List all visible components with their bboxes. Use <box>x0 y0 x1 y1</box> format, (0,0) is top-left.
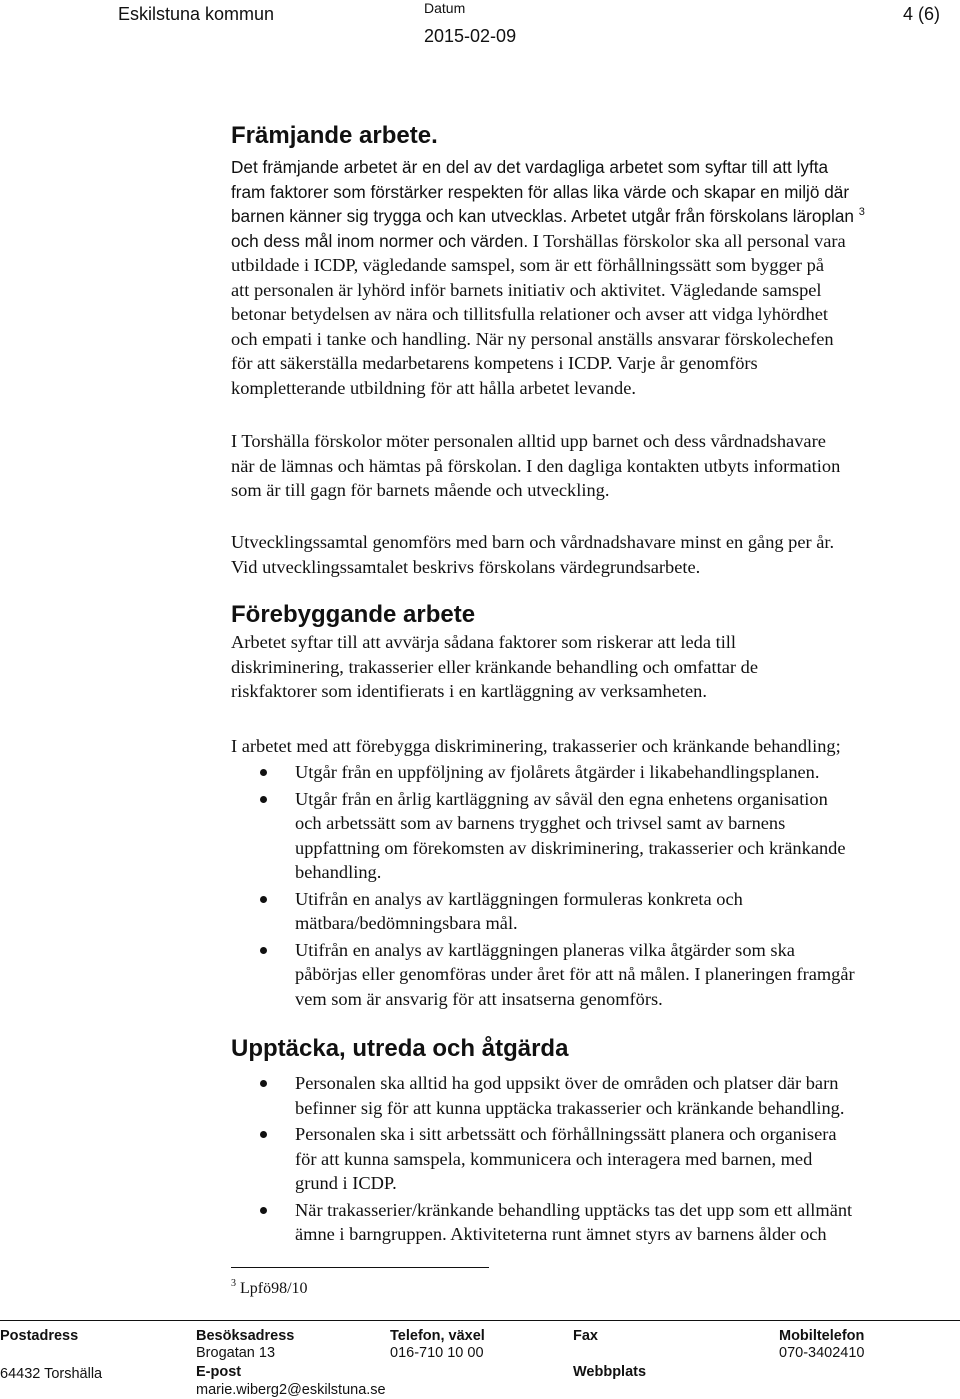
text-line: när de lämnas och hämtas på förskolan. I den dagliga kontakten utbyts information <box>231 455 841 476</box>
list-item <box>231 1122 956 1196</box>
handover-paragraph <box>231 429 840 503</box>
text-line: för att kunna samspela, kommunicera och interagera med barnen, med <box>295 1148 813 1169</box>
detect-bullet-list <box>231 1071 956 1249</box>
text-line: uppfattning om förekomsten av diskriminering, trakasserier och kränkande <box>295 837 846 858</box>
header-organization: Eskilstuna kommun <box>118 4 275 24</box>
bullet-icon <box>260 769 267 776</box>
text-run: I Torshällas förskolor ska all personal vara <box>528 230 846 251</box>
bullet-icon <box>260 896 267 903</box>
text-run: barnen känner sig trygga och kan utvecklas. <box>231 206 568 226</box>
promote-paragraph-continued <box>231 253 834 400</box>
text-line: Utvecklingssamtal genomförs med barn och vårdnadshavare minst en gång per år. <box>231 532 835 552</box>
section-title-prevent: Förebyggande arbete <box>231 601 476 628</box>
footer-email-value[interactable]: marie.wiberg2@eskilstuna.se <box>196 1382 386 1398</box>
footer-mobile-label: Mobiltelefon <box>779 1328 865 1344</box>
footnote <box>231 1280 308 1298</box>
list-item <box>231 760 956 785</box>
text-line: I Torshälla förskolor möter personalen alltid upp barnet och dess vårdnadshavare <box>231 431 826 451</box>
promote-paragraph <box>231 155 865 253</box>
text-line: vem som är ansvarig för att insatserna genomförs. <box>295 988 663 1009</box>
bullet-icon <box>260 796 267 803</box>
header-page-number: 4 (6) <box>903 4 941 24</box>
text-line: Utifrån en analys av kartläggningen planeras vilka åtgärder som ska <box>295 939 795 960</box>
text-line: kompletterande utbildning för att hålla arbetet levande. <box>231 377 636 398</box>
footer-phone-label: Telefon, växel <box>390 1328 485 1344</box>
header-date-label: Datum <box>424 0 466 16</box>
footnote-text: Lpfö98/10 <box>236 1280 308 1297</box>
text-line: som är till gagn för barnets mående och utveckling. <box>231 480 610 500</box>
footer-visit-label: Besöksadress <box>196 1328 295 1344</box>
text-line: och arbetssätt som av barnens trygghet och trivsel samt av barnens <box>295 813 786 833</box>
footer-divider <box>0 1320 960 1321</box>
section-title-promote: Främjande arbete. <box>231 122 438 149</box>
footnote-reference: 3 <box>858 206 865 218</box>
prevent-bullet-list <box>231 760 956 1013</box>
footer-web-label: Webbplats <box>573 1364 647 1380</box>
list-item <box>231 1198 956 1247</box>
list-item <box>231 938 956 1012</box>
text-line: ämne i barngruppen. Aktiviteterna runt ämnet styrs av barnens ålder och <box>295 1224 827 1244</box>
text-line: behandling. <box>295 862 382 882</box>
text-line: betonar betydelsen av nära och tillitsfulla relationer och avser att vidga lyhördhet <box>231 304 828 324</box>
bullet-icon <box>260 1207 267 1214</box>
list-item <box>231 787 956 885</box>
list-item <box>231 1071 956 1120</box>
text-line: Utgår från en uppföljning av fjolårets åtgärder i likabehandlingsplanen. <box>295 762 820 782</box>
prevent-intro <box>231 630 758 704</box>
text-line: befinner sig för att kunna upptäcka trakasserier och kränkande behandling. <box>295 1097 845 1118</box>
text-line: När trakasserier/kränkande behandling upptäcks tas det upp som ett allmänt <box>295 1199 853 1220</box>
text-line: Personalen ska i sitt arbetssätt och förhållningssätt planera och organisera <box>295 1124 837 1144</box>
text-line: riskfaktorer som identifierats i en kartläggning av verksamheten. <box>231 681 707 701</box>
text-line: Vid utvecklingssamtalet beskrivs förskolans värdegrundsarbete. <box>231 556 701 577</box>
header-date: 2015-02-09 <box>424 26 517 46</box>
footnote-number: 3 <box>231 1278 236 1289</box>
footer-phone-value: 016-710 10 00 <box>390 1345 484 1361</box>
text-line: och empati i tanke och handling. När ny personal anställs ansvarar förskolechefen <box>231 328 834 349</box>
bullet-icon <box>260 947 267 954</box>
text-line: diskriminering, trakasserier eller kränkande behandling och omfattar de <box>231 656 758 677</box>
text-run: och dess mål inom normer och värden. <box>231 230 529 251</box>
bullet-icon <box>260 1131 267 1138</box>
text-line: mätbara/bedömningsbara mål. <box>295 913 518 933</box>
text-line: utbildade i ICDP, vägledande samspel, som är ett förhållningssätt som bygger på <box>231 255 824 275</box>
text-line: grund i ICDP. <box>295 1173 397 1193</box>
footer-fax-label: Fax <box>573 1328 598 1344</box>
bullet-icon <box>260 1080 267 1087</box>
text-line: fram faktorer som förstärker respekten för allas lika värde och skapar en miljö där <box>231 181 850 202</box>
footer-visit-value: Brogatan 13 <box>196 1345 276 1361</box>
text-line: Arbetet syftar till att avvärja sådana faktorer som riskerar att leda till <box>231 632 737 652</box>
text-line: påbörjas eller genomföras under året för att nå målen. I planeringen framgår <box>295 964 855 984</box>
list-item <box>231 887 956 936</box>
text-line: att personalen är lyhörd inför barnets initiativ och aktivitet. Vägledande samspel <box>231 279 822 300</box>
footer-email-label: E-post <box>196 1364 242 1380</box>
footer-mobile-value: 070-3402410 <box>779 1345 865 1361</box>
text-line <box>231 204 865 229</box>
text-run: Arbetet utgår från förskolans läroplan <box>567 206 854 226</box>
text-line <box>231 229 865 254</box>
development-talk-paragraph <box>231 530 834 579</box>
footer-postal-value: 64432 Torshälla <box>0 1366 103 1382</box>
text-line: för att säkerställa medarbetarens kompetens i ICDP. Varje år genomförs <box>231 353 758 373</box>
footer-postal-label: Postadress <box>0 1328 79 1344</box>
section-title-detect: Upptäcka, utreda och åtgärda <box>231 1035 569 1062</box>
text-line: Det främjande arbetet är en del av det vardagliga arbetet som syftar till att lyfta <box>231 157 829 177</box>
text-line: Personalen ska alltid ha god uppsikt över de områden och platser där barn <box>295 1073 839 1093</box>
prevent-lead <box>231 734 841 759</box>
text-line: Utgår från en årlig kartläggning av såväl den egna enhetens organisation <box>295 788 828 809</box>
text-line: Utifrån en analys av kartläggningen formuleras konkreta och <box>295 888 743 909</box>
footnote-divider <box>231 1267 489 1268</box>
text-line: I arbetet med att förebygga diskriminering, trakasserier och kränkande behandling; <box>231 736 841 756</box>
